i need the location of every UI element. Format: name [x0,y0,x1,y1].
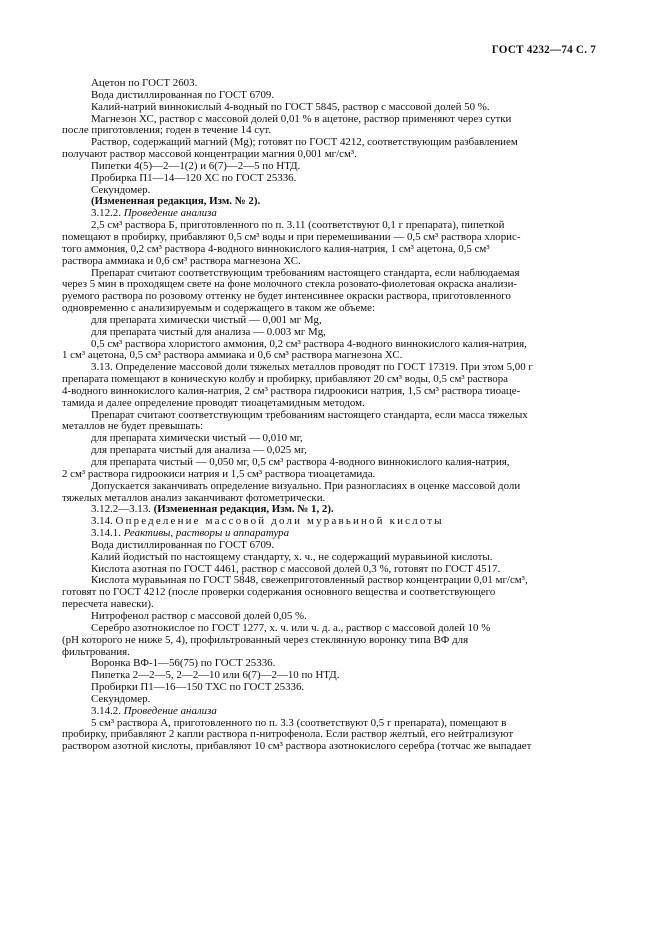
text-line: для препарата чистый — 0,050 мг, 0,5 см³ раствора 4-водного виннокислого калия-натрия, [91,456,510,468]
text-line: Кислота муравьиная по ГОСТ 5848, свежеприготовленный раствор концентрации 0,01 мг/см³, [91,574,528,587]
text-line: Секундомер. [91,692,151,705]
section-number: 3.14. [91,515,116,528]
text-line: после приготовления; годен в течение 14 сут. [62,124,272,137]
text-line: Калий-натрий виннокислый 4-водный по ГОСТ 5845, раствор с массовой долей 50 %. [91,100,490,113]
text-line: раствора аммиака и 0,6 см³ раствора магнезона ХС. [62,254,301,267]
section-title: Проведение анализа [123,704,217,717]
text-line: для препарата химически чистый — 0,010 мг, [91,432,303,445]
text-line: пробирку, прибавляют 2 капли раствора п-нитрофенола. Если раствор желтый, его нейтрализуют [62,728,514,741]
text-line: Нитрофенол раствор с массовой долей 0,05 %. [91,609,307,622]
section-title: Реактивы, растворы и аппаратура [123,527,290,540]
text-line: металлов не будет превышать: [62,420,204,433]
text-line: Кислота азотная по ГОСТ 4461, раствор с массовой долей 0,3 %, готовят по ГОСТ 4517. [91,562,501,575]
section-number: 3.14.1. [91,527,124,540]
text-line: препарата помещают в коническую колбу и пробирку, прибавляют 20 см³ воды, 0,5 см³ раствора [62,373,508,386]
text-line: 5 см³ раствора А, приготовленного по п. 3.3 (соответствуют 0,5 г препарата), помещают в [91,716,507,729]
text-line: Вода дистиллированная по ГОСТ 6709. [91,538,275,551]
text-line: для препарата химически чистый — 0,001 мг Mg, [91,313,322,326]
section-title: Определение массовой доли муравьиной кислоты [115,515,444,528]
text-line: Пробирки П1—16—150 ТХС по ГОСТ 25336. [91,681,305,694]
text-line: Препарат считают соответствующим требованиям настоящего стандарта, если масса тяжелых [91,408,528,421]
text-line: того аммония, 0,2 см³ раствора 4-водного виннокислого калия-натрия, 1 см³ ацетона, 0,5 см³ [62,242,490,255]
text-line: Калий йодистый по настоящему стандарту, х. ч., не содержащий муравьиной кислоты. [91,550,493,563]
amendment-text: (Измененная редакция, Изм. № 1, 2). [153,503,334,516]
text-line: тамида и далее определение проводят тиоацетамидным методом. [62,396,365,409]
text-line: получают раствор массовой концентрации магния 0,001 мг/см³. [62,148,357,161]
text-line: для препарата чистый для анализа — 0,025 мг, [91,444,307,457]
text-line: 1 см³ ацетона, 0,5 см³ раствора аммиака и 0,6 см³ раствора магнезона ХС. [62,349,403,362]
text-line: Пипетка 2—2—5, 2—2—10 или 6(7)—2—10 по НТД. [91,669,340,682]
text-line: 3.13. Определение массовой доли тяжелых металлов проводят по ГОСТ 17319. При этом 5,00 г [91,361,533,374]
text-line: раствором азотной кислоты, прибавляют 10 см³ раствора азотнокислого серебра (тотчас же выпадает [62,740,532,753]
text-line: Пипетки 4(5)—2—1(2) и 6(7)—2—5 по НТД. [91,159,301,172]
text-line: через 5 мин в проходящем свете на фоне молочного стекла розовато-фиолетовая окраска анализи- [62,278,518,291]
text-line: Воронка ВФ-1—56(75) по ГОСТ 25336. [91,657,276,670]
text-line: 2 см³ раствора гидроокиси натрия и 1,5 см³ раствора тиоацетамида. [62,467,376,480]
section-number: 3.14.2. [91,704,124,717]
amendment-text: (Измененная редакция, Изм. № 2). [91,195,261,208]
page-header: ГОСТ 4232—74 С. 7 [491,44,596,56]
text-line: Вода дистиллированная по ГОСТ 6709. [91,88,275,101]
text-line: Пробирка П1—14—120 ХС по ГОСТ 25336. [91,171,297,184]
section-number: 3.12.2. [91,207,121,220]
text-line: 2,5 см³ раствора Б, приготовленного по п. 3.11 (соответствуют 0,1 г препарата), пипеткой [91,219,505,232]
text-line: Ацетон по ГОСТ 2603. [91,77,198,89]
text-line: готовят по ГОСТ 4212 (после проверки содержания основного вещества и соответствующего [62,586,496,599]
text-line: пересчета навески). [62,598,154,611]
text-line: одновременно с анализируемым и содержащего в таком же объеме: [62,302,376,315]
text-line: Допускается заканчивать определение визуально. При разногласиях в оценке массовой доли [91,479,521,492]
text-line: помещают в пробирку, прибавляют 0,5 см³ воды и при перемешивании — 0,5 см³ раствора хлорис- [62,230,521,243]
text-line: Серебро азотнокислое по ГОСТ 1277, х. ч. или ч. д. а., раствор с массовой долей 10 % [91,621,491,634]
text-line: руемого раствора по розовому оттенку не будет интенсивнее окраски раствора, приготовленного [62,290,511,303]
text-line: фильтрования. [62,645,130,658]
text-line: для препарата чистый для анализа — 0.003 мг Mg, [91,325,326,338]
text-line: Раствор, содержащий магний (Mg); готовят по ГОСТ 4212, соответствующим разбавлением [91,136,518,149]
text-line: Магнезон ХС, раствор с массовой долей 0,01 % в ацетоне, раствор применяют через сутки [91,112,512,125]
text-line: Секундомер. [91,183,151,196]
section-heading [62,706,596,718]
document-body [62,78,596,753]
text-line: (pH которого не ниже 5, 4), профильтрованный через стеклянную воронку типа ВФ для [62,633,469,646]
text-line: тяжелых металлов анализ заканчивают фотометрически. [62,491,326,504]
text-line: 0,5 см³ раствора хлористого аммония, 0,2 см³ раствора 4-водного виннокислого калия-натрия, [91,337,527,350]
text-line: 4-водного виннокислого калия-натрия, 2 см³ раствора гидроокиси натрия, 1,5 см³ раствора тиоаце- [62,384,521,397]
text-line: Препарат считают соответствующим требованиям настоящего стандарта, если наблюдаемая [91,266,520,279]
section-title: Проведение анализа [123,207,217,220]
amendment-ref: 3.12.2—3.13. [91,503,151,516]
